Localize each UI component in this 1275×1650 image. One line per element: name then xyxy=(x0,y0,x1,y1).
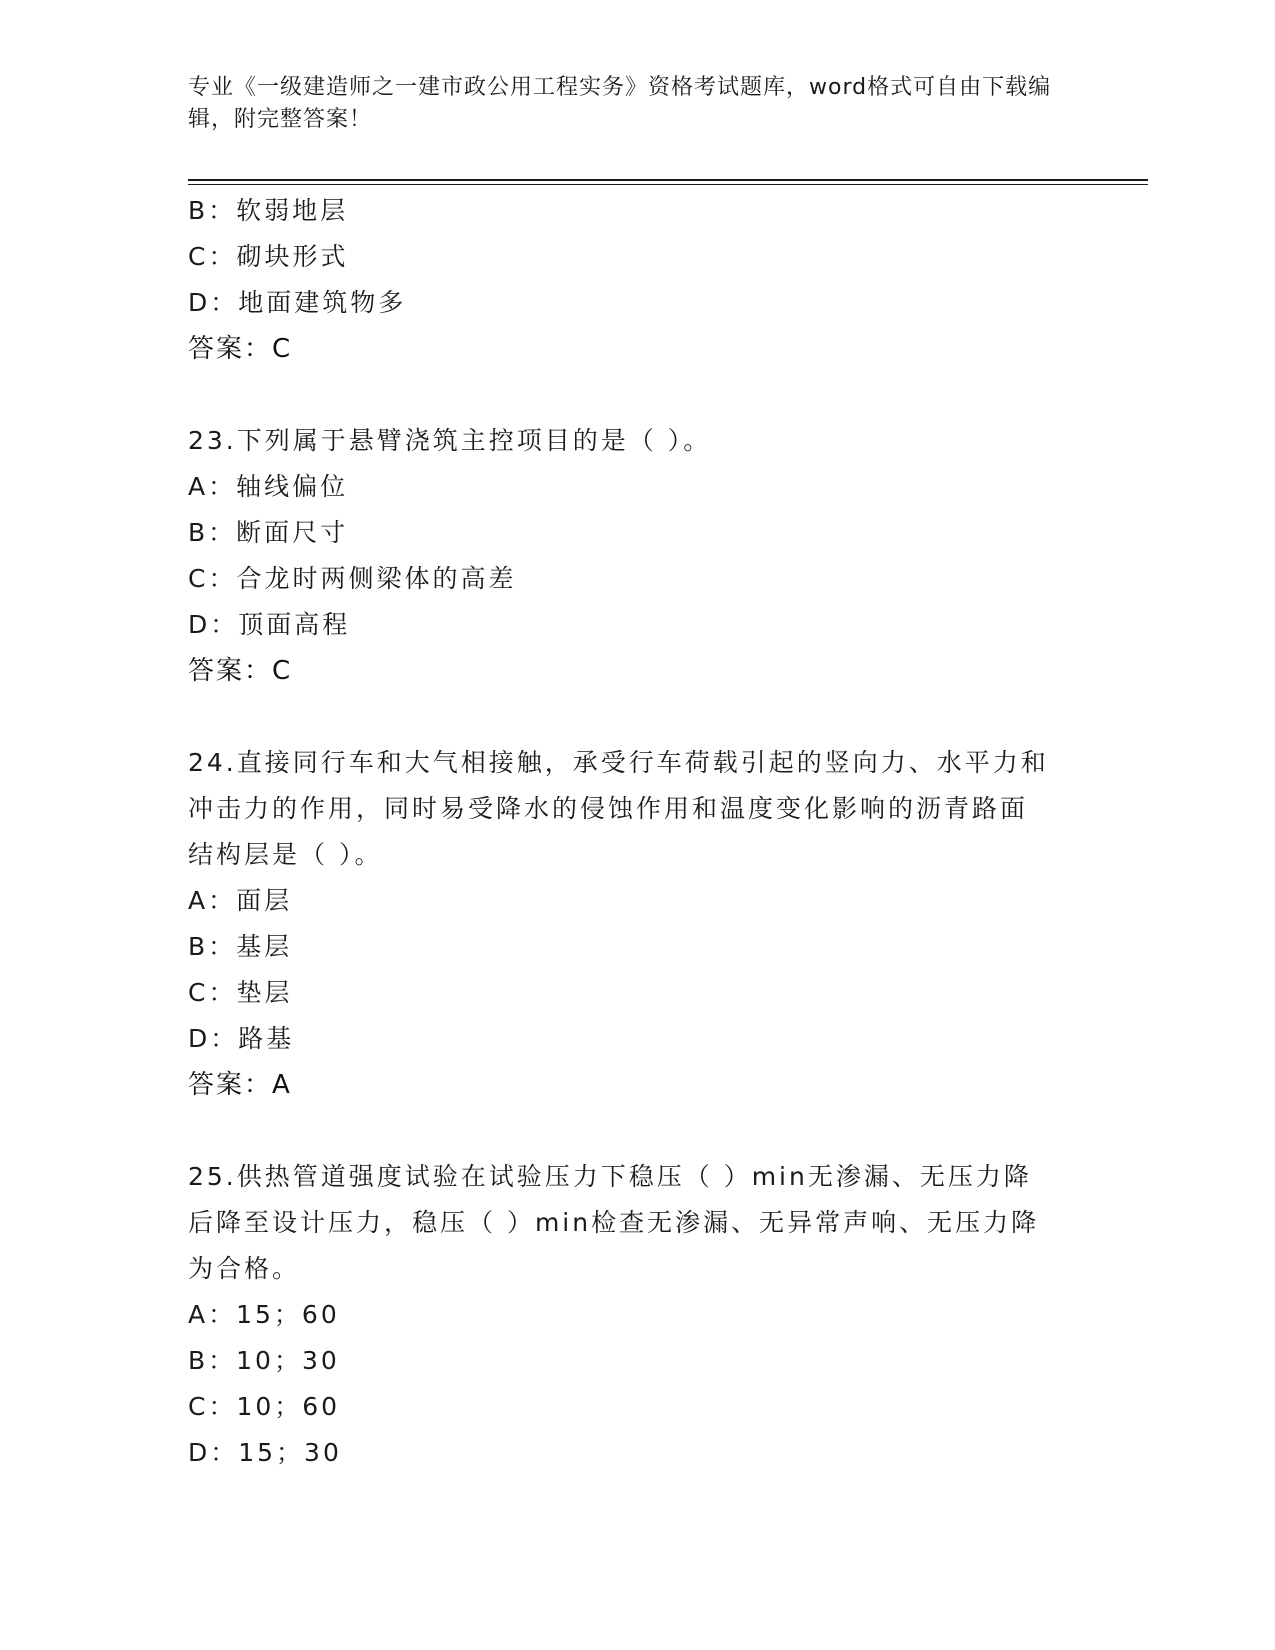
question-stem-line: 冲击力的作用，同时易受降水的侵蚀作用和温度变化影响的沥青路面 xyxy=(188,794,1029,823)
question-stem-line: 后降至设计压力，稳压（ ）min检查无渗漏、无异常声响、无压力降 xyxy=(188,1208,1040,1237)
option-d: D：地面建筑物多 xyxy=(188,288,407,317)
option-b: B：基层 xyxy=(188,932,293,961)
spacer xyxy=(188,1108,1088,1154)
question-24 xyxy=(188,740,1088,1108)
option-c: C：垫层 xyxy=(188,978,293,1007)
question-23 xyxy=(188,418,1088,694)
header-divider-bottom xyxy=(188,184,1148,185)
question-25 xyxy=(188,1154,1088,1476)
option-c: C：合龙时两侧梁体的高差 xyxy=(188,564,517,593)
question-stem: 23.下列属于悬臂浇筑主控项目的是（ ）。 xyxy=(188,426,712,455)
option-a: A：轴线偏位 xyxy=(188,472,349,501)
question-stem-line: 24.直接同行车和大气相接触，承受行车荷载引起的竖向力、水平力和 xyxy=(188,748,1049,777)
answer: 答案：C xyxy=(188,334,293,364)
spacer xyxy=(188,372,1088,418)
option-d: D：路基 xyxy=(188,1024,295,1053)
document-header: 专业《一级建造师之一建市政公用工程实务》资格考试题库，word格式可自由下载编辑，附完整答案！ xyxy=(188,75,1052,132)
option-d: D：顶面高程 xyxy=(188,610,351,639)
option-d: D：15；30 xyxy=(188,1438,342,1467)
spacer xyxy=(188,694,1088,740)
question-22-tail xyxy=(188,188,1088,372)
question-stem-line: 结构层是（ ）。 xyxy=(188,840,383,869)
option-b: B：断面尺寸 xyxy=(188,518,349,547)
question-stem-line: 25.供热管道强度试验在试验压力下稳压（ ）min无渗漏、无压力降 xyxy=(188,1162,1032,1191)
option-a: A：面层 xyxy=(188,886,293,915)
option-c: C：10；60 xyxy=(188,1392,341,1421)
answer: 答案：A xyxy=(188,1070,292,1100)
question-content xyxy=(188,188,1088,1476)
question-stem-line: 为合格。 xyxy=(188,1254,301,1283)
option-b: B：软弱地层 xyxy=(188,196,349,225)
option-b: B：10；30 xyxy=(188,1346,340,1375)
header-divider-top xyxy=(188,179,1148,181)
option-a: A：15；60 xyxy=(188,1300,340,1329)
option-c: C：砌块形式 xyxy=(188,242,349,271)
answer: 答案：C xyxy=(188,656,293,686)
